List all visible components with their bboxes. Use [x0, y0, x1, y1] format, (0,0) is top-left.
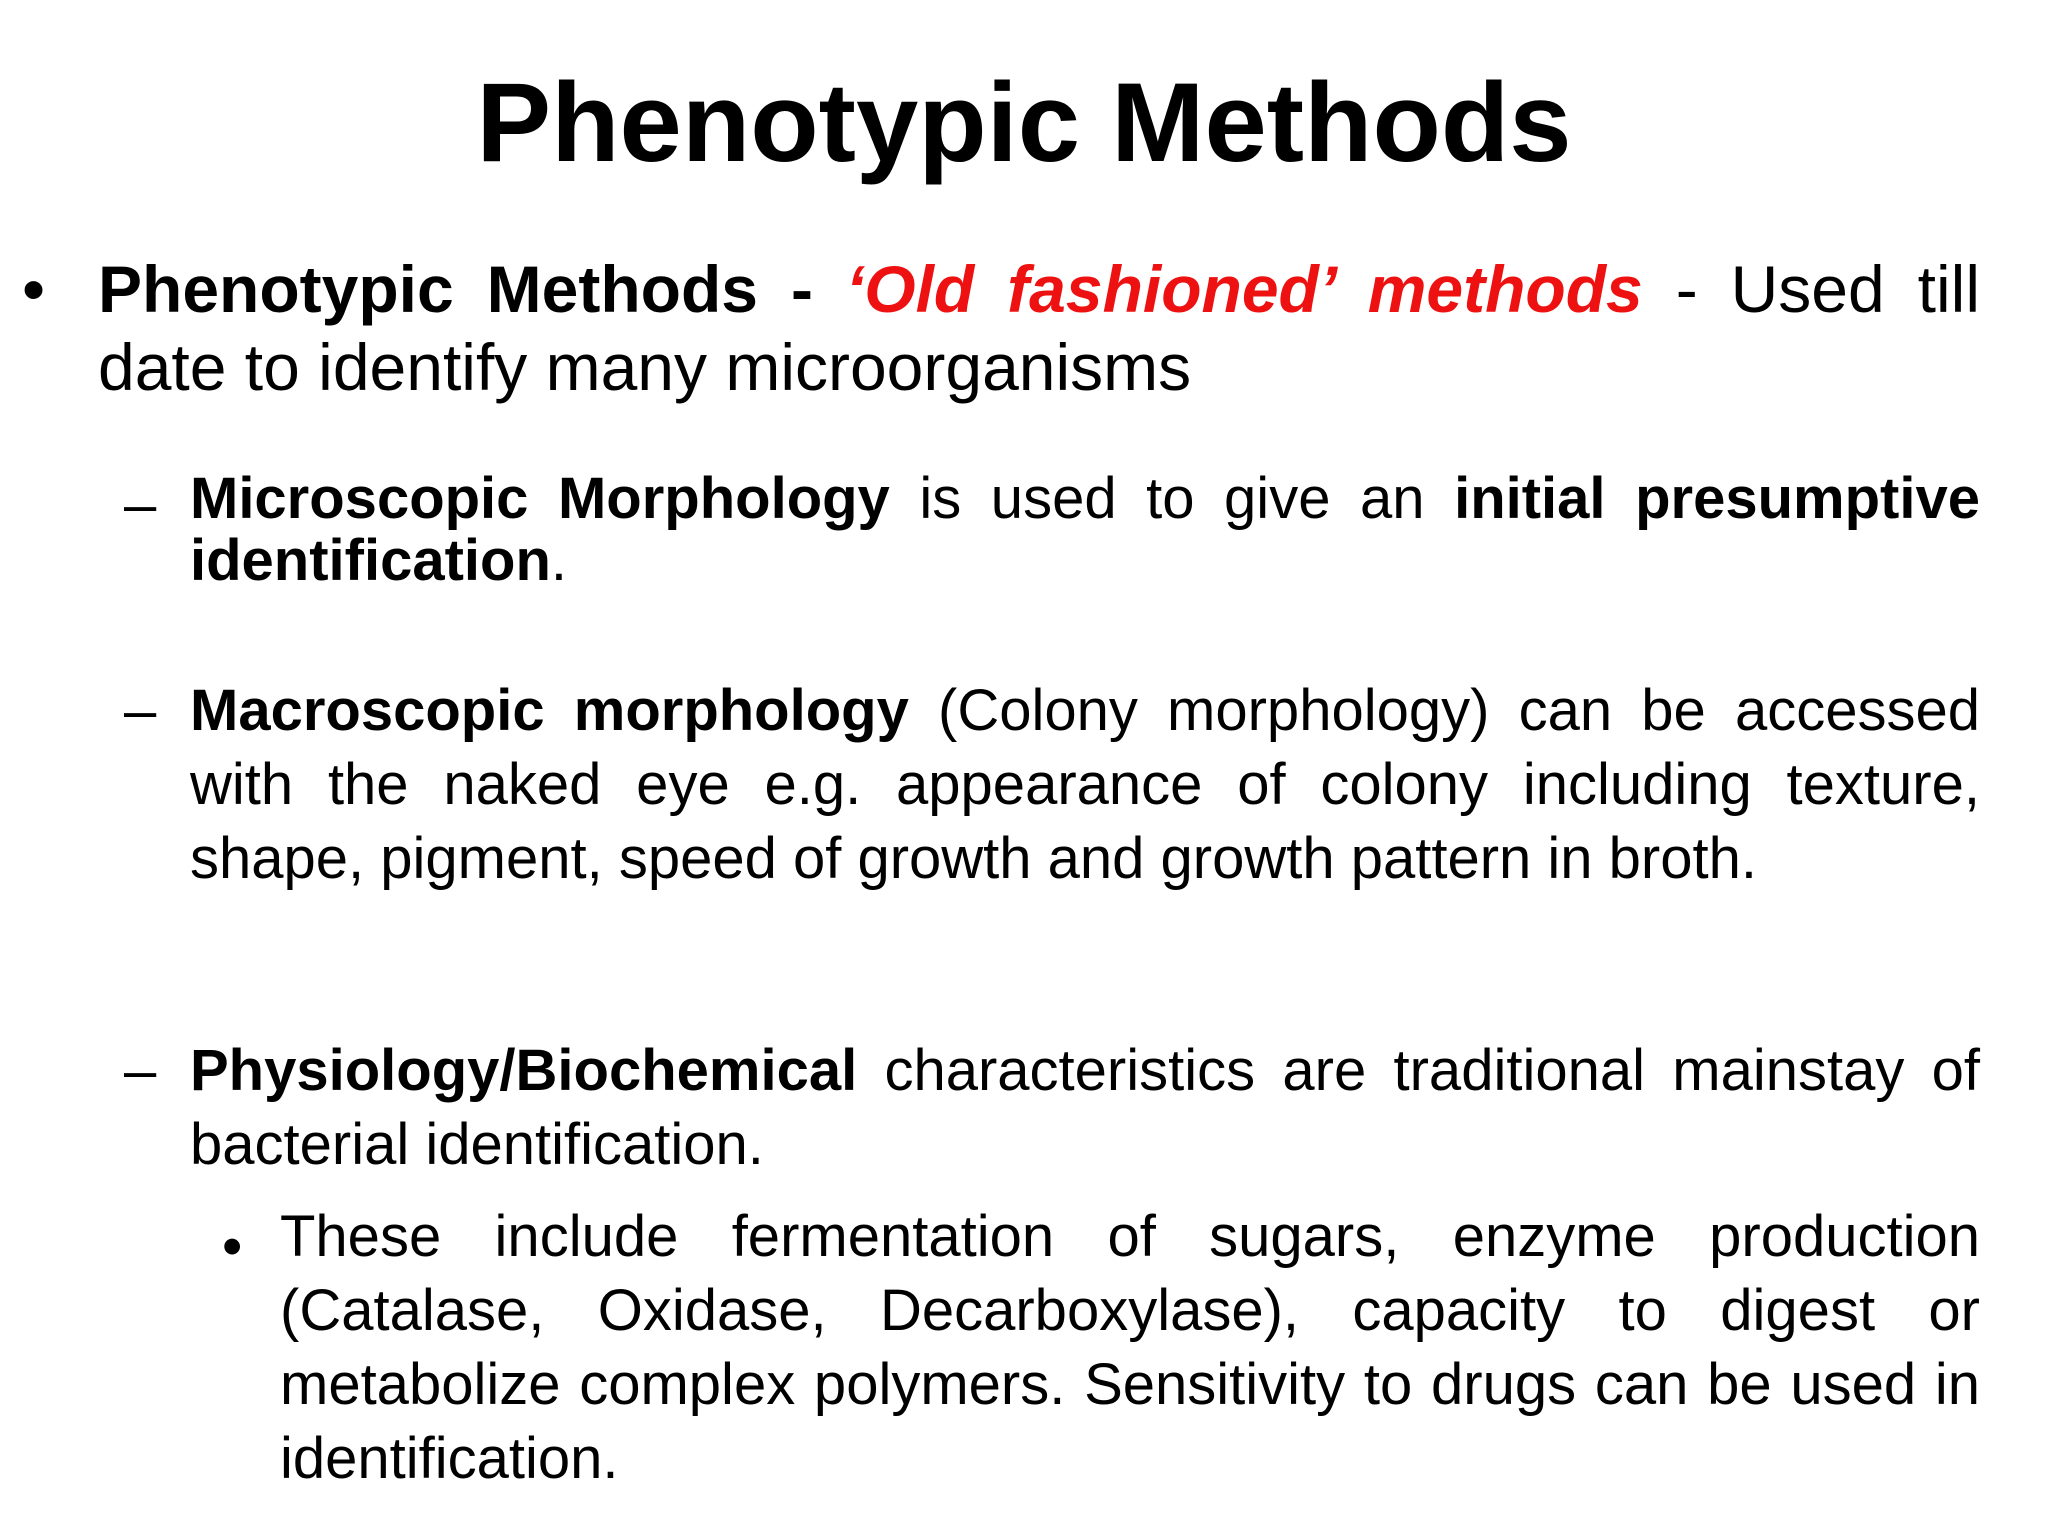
- subbullet-macroscopic: [190, 674, 1980, 896]
- dash-marker: –: [124, 678, 157, 743]
- dash-marker: –: [124, 1038, 157, 1103]
- dash-marker: –: [124, 472, 157, 537]
- bullet-bold-text: Phenotypic Methods -: [98, 252, 846, 326]
- physiology-rest: characteristics are traditional mainstay of bacterial identification.: [190, 1038, 1980, 1177]
- subsubbullet-biochemical-tests: These include fermentation of sugars, enzyme production (Catalase, Oxidase, Decarboxylase), capacity to digest or metabolize complex polymers. Sensitivity to drugs can be used in identification.: [280, 1204, 1980, 1491]
- subbullet-physiology: [190, 1034, 1980, 1182]
- slide-title: Phenotypic Methods: [476, 60, 1572, 185]
- microscopic-mid: is used to give an: [889, 466, 1455, 531]
- physiology-bold: Physiology/Biochemical: [190, 1038, 858, 1103]
- bullet-marker: •: [22, 252, 46, 326]
- subbullet-microscopic: [190, 468, 1980, 592]
- bullet-rest-text: - Used till date to identify many microorganisms: [98, 252, 1981, 404]
- microscopic-bold: Microscopic Morphology: [190, 466, 890, 531]
- old-fashioned-highlight: ‘Old fashioned’ methods: [845, 252, 1643, 326]
- bullet-marker-small: •: [222, 1214, 243, 1279]
- presumptive-bold: initial presumptive identification: [190, 466, 1980, 593]
- bullet-phenotypic-methods: [98, 250, 1980, 406]
- macroscopic-rest: (Colony morphology) can be accessed with the naked eye e.g. appearance of colony including texture, shape, pigment, speed of growth and growth pattern in broth.: [190, 678, 1980, 891]
- microscopic-end: .: [550, 528, 568, 593]
- macroscopic-bold: Macroscopic morphology: [190, 678, 909, 743]
